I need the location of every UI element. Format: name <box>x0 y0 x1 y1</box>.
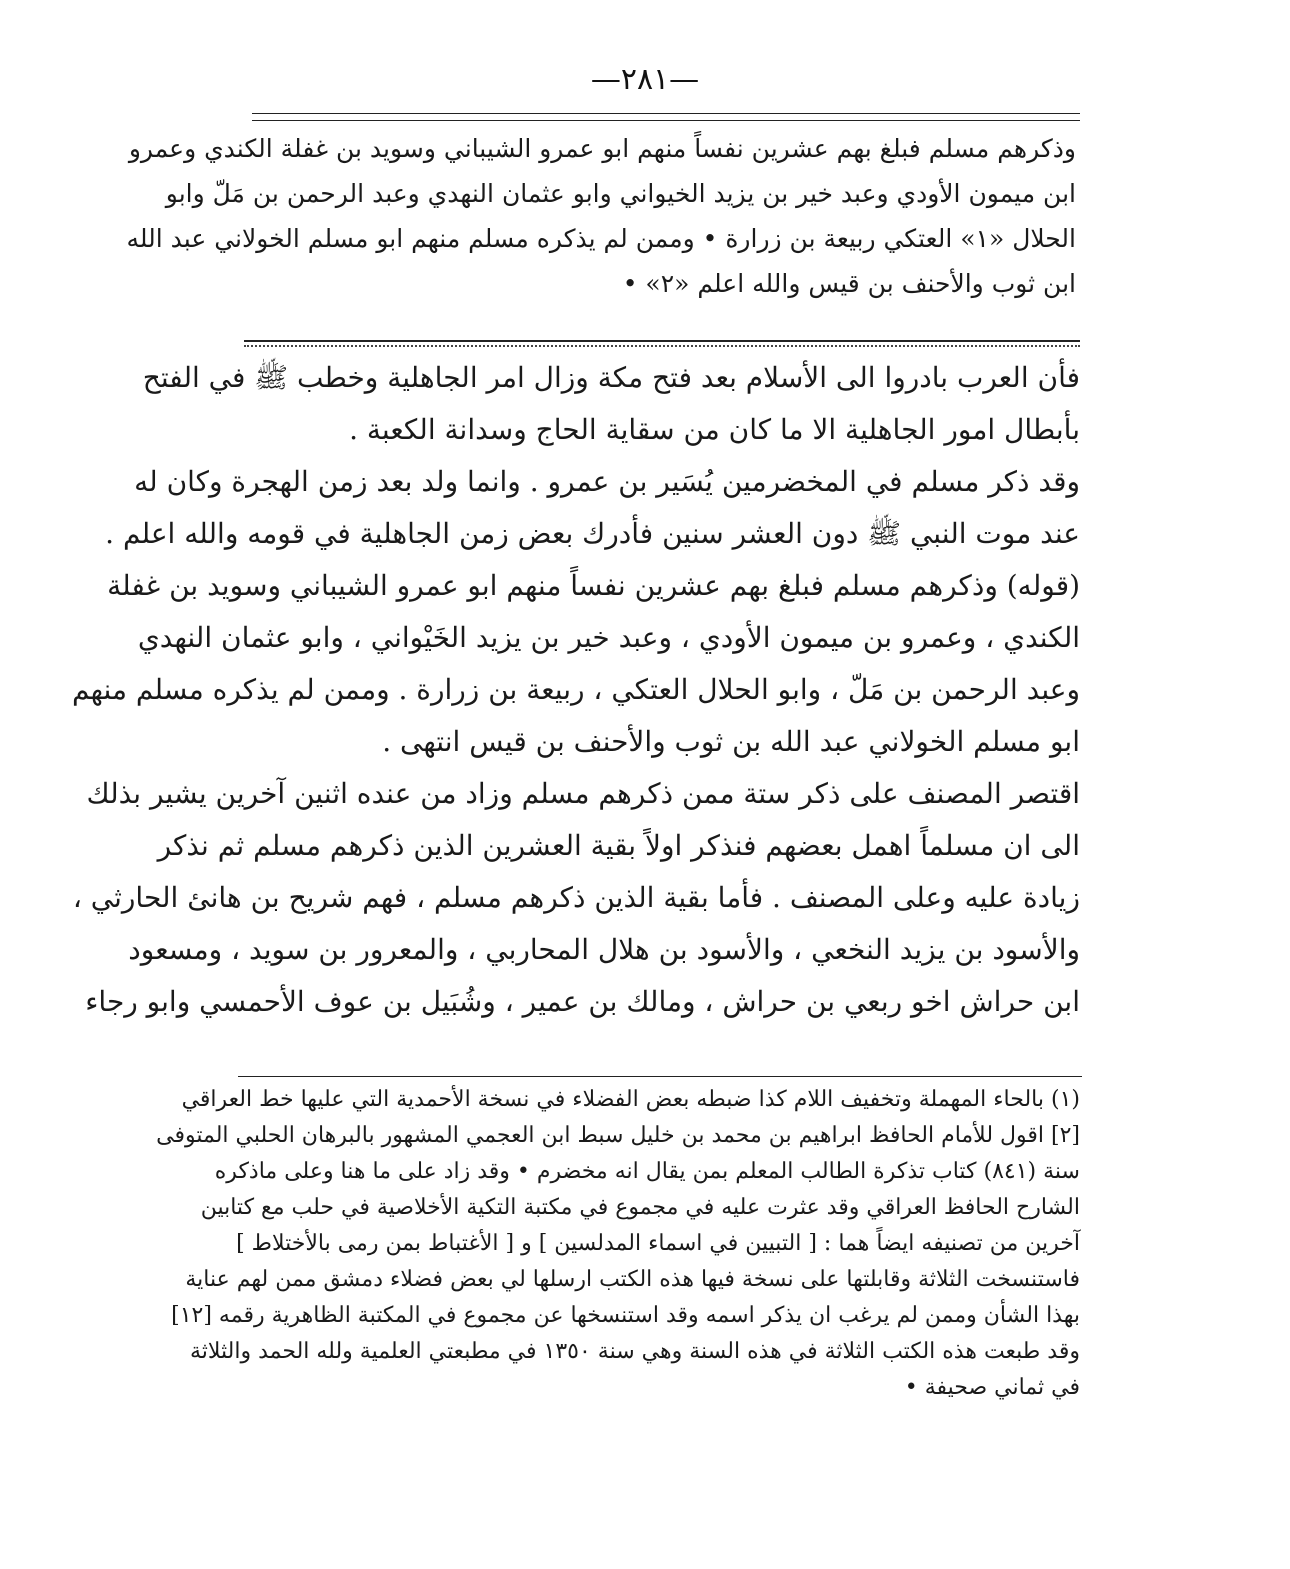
footnote-line: في ثماني صحيفة • <box>904 1375 1080 1400</box>
quoted-passage-line: ابن ثوب والأحنف بن قيس والله اعلم «٢» • <box>622 269 1076 298</box>
footnote-line: بهذا الشأن وممن لم يرغب ان يذكر اسمه وقد استنسخها عن مجموع في المكتبة الظاهرية رقمه [١٢] <box>171 1303 1080 1328</box>
commentary-line: ابن حراش اخو ربعي بن حراش ، ومالك بن عمير ، وشُبَيل بن عوف الأحمسي وابو رجاء <box>85 985 1080 1018</box>
quoted-passage-line: الحلال «١» العتكي ربيعة بن زرارة • وممن لم يذكره مسلم منهم ابو مسلم الخولاني عبد الله <box>126 224 1076 253</box>
commentary-line: وعبد الرحمن بن مَلّ ، وابو الحلال العتكي ، ربيعة بن زرارة . وممن لم يذكره مسلم منهم <box>72 673 1080 706</box>
footnote-line: آخرين من تصنيفه ايضاً هما : [ التبيين في اسماء المدلسين ] و [ الأغتباط بمن رمى بالأختلاط ] <box>236 1231 1080 1256</box>
commentary-text <box>72 352 1080 1028</box>
footnote-line: فاستنسخت الثلاثة وقابلتها على نسخة فيها هذه الكتب ارسلها لي بعض فضلاء دمشق ممن لهم عناية <box>185 1267 1080 1292</box>
quoted-passage-line: وذكرهم مسلم فبلغ بهم عشرين نفساً منهم ابو عمرو الشيباني وسويد بن غفلة الكندي وعمرو <box>128 134 1076 163</box>
commentary-line: والأسود بن يزيد النخعي ، والأسود بن هلال المحاربي ، والمعرور بن سويد ، ومسعود <box>128 933 1080 966</box>
commentary-line: اقتصر المصنف على ذكر ستة ممن ذكرهم مسلم وزاد من عنده اثنين آخرين يشير بذلك <box>86 777 1080 810</box>
footnotes <box>156 1082 1080 1406</box>
footnote-line: سنة (٨٤١) كتاب تذكرة الطالب المعلم بمن يقال انه مخضرم • وقد زاد على ما هنا وعلى ماذكره <box>214 1159 1080 1184</box>
quoted-passage-line: ابن ميمون الأودي وعبد خير بن يزيد الخيواني وابو عثمان النهدي وعبد الرحمن بن مَلّ وابو <box>165 179 1076 208</box>
commentary-line: عند موت النبي ﷺ دون العشر سنين فأدرك بعض زمن الجاهلية في قومه والله اعلم . <box>105 517 1080 550</box>
footnote-line: الشارح الحافظ العراقي وقد عثرت عليه في مجموع في مكتبة التكية الأخلاصية في حلب مع كتابين <box>200 1195 1080 1220</box>
passage-divider-rule <box>244 340 1080 342</box>
page-number: —٢٨١— <box>590 62 700 97</box>
commentary-line: فأن العرب بادروا الى الأسلام بعد فتح مكة وزال امر الجاهلية وخطب ﷺ في الفتح <box>142 361 1080 394</box>
footnote-line: [٢] اقول للأمام الحافظ ابراهيم بن محمد بن خليل سبط ابن العجمي المشهور بالبرهان الحلبي المتوفى <box>156 1123 1080 1148</box>
quoted-passage <box>126 126 1076 306</box>
footnote-line: (١) بالحاء المهملة وتخفيف اللام كذا ضبطه بعض الفضلاء في نسخة الأحمدية التي عليها خط العراقي <box>181 1087 1080 1112</box>
footnote-line: وقد طبعت هذه الكتب الثلاثة في هذه السنة وهي سنة ١٣٥٠ في مطبعتي العلمية ولله الحمد والثلاثة <box>189 1339 1080 1364</box>
commentary-line: وقد ذكر مسلم في المخضرمين يُسَير بن عمرو . وانما ولد بعد زمن الهجرة وكان له <box>134 465 1080 498</box>
commentary-line: (قوله) وذكرهم مسلم فبلغ بهم عشرين نفساً منهم ابو عمرو الشيباني وسويد بن غفلة <box>107 569 1080 602</box>
commentary-line: الى ان مسلماً اهمل بعضهم فنذكر اولاً بقية العشرين الذين ذكرهم مسلم ثم نذكر <box>157 829 1080 862</box>
commentary-line: زيادة عليه وعلى المصنف . فأما بقية الذين ذكرهم مسلم ، فهم شريح بن هانئ الحارثي ، <box>72 881 1080 914</box>
commentary-line: الكندي ، وعمرو بن ميمون الأودي ، وعبد خير بن يزيد الخَيْواني ، وابو عثمان النهدي <box>137 621 1080 654</box>
header-double-rule <box>252 113 1080 121</box>
commentary-line: بأبطال امور الجاهلية الا ما كان من سقاية الحاج وسدانة الكعبة . <box>349 413 1080 446</box>
footnote-divider-rule <box>238 1076 1082 1077</box>
passage-divider-dotted <box>244 345 1080 347</box>
commentary-line: ابو مسلم الخولاني عبد الله بن ثوب والأحنف بن قيس انتهى . <box>382 725 1080 758</box>
